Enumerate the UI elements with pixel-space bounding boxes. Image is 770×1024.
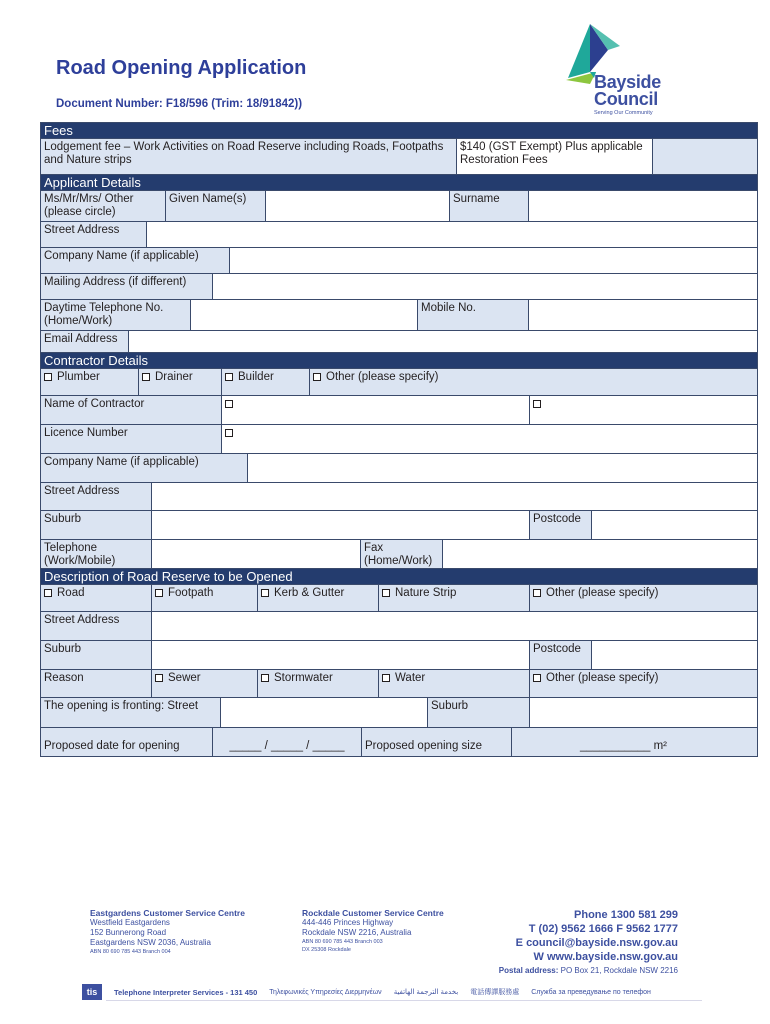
bayside-council-logo (556, 20, 676, 120)
eastgardens-line-3: Eastgardens NSW 2036, Australia (90, 938, 211, 947)
fees-spacer (653, 139, 757, 174)
contractor-name-row (41, 396, 757, 425)
applicant-email-row (41, 331, 757, 353)
given-names-field[interactable] (266, 191, 450, 221)
interpreter-services (82, 984, 682, 1000)
interpreter-icon: tis (82, 984, 102, 1000)
fax-field[interactable] (443, 540, 757, 568)
licence-row (41, 425, 757, 454)
road-suburb-field[interactable] (152, 641, 530, 669)
logo-line-1: Bayside (594, 72, 661, 92)
contractor-type-row (41, 369, 757, 396)
proposed-date-label: Proposed date for opening (41, 728, 213, 756)
checkbox-icon (261, 674, 269, 682)
postal-value: PO Box 21, Rockdale NSW 2216 (560, 966, 678, 975)
email-link[interactable]: E council@bayside.nsw.gov.au (515, 937, 678, 949)
fax-label: Fax (Home/Work) (361, 540, 443, 568)
checkbox-icon (533, 674, 541, 682)
contractor-company-label: Company Name (if applicable) (41, 454, 248, 482)
road-street-field[interactable] (152, 612, 757, 640)
fronting-row (41, 698, 757, 728)
surname-field[interactable] (529, 191, 757, 221)
checkbox-icon (155, 674, 163, 682)
checkbox-other-reason[interactable] (530, 670, 757, 697)
fronting-street-field[interactable] (221, 698, 428, 727)
checkbox-other-contractor[interactable] (310, 369, 757, 395)
road-postcode-label: Postcode (530, 641, 592, 669)
fees-amount: $140 (GST Exempt) Plus applicable Restoration Fees (457, 139, 653, 174)
proposed-size-field[interactable]: ___________ m² (512, 728, 757, 756)
title-label: Ms/Mr/Mrs/ Other (please circle) (41, 191, 166, 221)
tis-label: Telephone Interpreter Services - 131 450 (114, 987, 258, 997)
other-road-label: Other (please specify) (546, 587, 659, 599)
eastgardens-line-2: 152 Bunnerong Road (90, 928, 167, 937)
rockdale-dx: DX 25308 Rockdale (302, 947, 351, 953)
drainer-label: Drainer (155, 371, 193, 383)
applicant-company-field[interactable] (230, 248, 757, 273)
tis-chinese: 電話傳譯服務處 (470, 989, 520, 996)
contractor-street-field[interactable] (152, 483, 757, 510)
applicant-street-field[interactable] (147, 222, 757, 247)
builder-label: Builder (238, 371, 274, 383)
applicant-street-label: Street Address (41, 222, 147, 247)
checkbox-other-road[interactable] (530, 585, 757, 611)
other-reason-label: Other (please specify) (546, 672, 659, 684)
checkbox-icon (142, 373, 150, 381)
mailing-address-label: Mailing Address (if different) (41, 274, 213, 299)
eastgardens-abn: ABN 80 690 785 443 Branch 004 (90, 949, 171, 955)
checkbox-nature-strip[interactable] (379, 585, 530, 611)
tis-macedonian: Служба за преведување по телефон (531, 988, 651, 996)
nature-strip-label: Nature Strip (395, 587, 457, 599)
contractor-postcode-label: Postcode (530, 511, 592, 539)
section-road-reserve: Description of Road Reserve to be Opened (41, 569, 757, 585)
licence-field[interactable] (222, 425, 757, 453)
postal-address (499, 964, 678, 978)
eastgardens-line-1: Westfield Eastgardens (90, 918, 170, 927)
checkbox-icon (225, 429, 233, 437)
surname-label: Surname (450, 191, 529, 221)
email-label: Email Address (41, 331, 129, 352)
contractor-name-field-2[interactable] (530, 396, 757, 424)
fees-description: Lodgement fee – Work Activities on Road Reserve including Roads, Footpaths and Nature strips (41, 139, 457, 174)
logo-line-2: Council (594, 89, 658, 109)
applicant-company-label: Company Name (if applicable) (41, 248, 230, 273)
contractor-postcode-field[interactable] (592, 511, 757, 539)
web-link[interactable]: W www.bayside.nsw.gov.au (533, 951, 678, 963)
footer (86, 908, 690, 1008)
road-suburb-label: Suburb (41, 641, 152, 669)
daytime-phone-label: Daytime Telephone No. (Home/Work) (41, 300, 191, 330)
proposed-date-field[interactable]: _____ / _____ / _____ (213, 728, 362, 756)
tis-arabic: بخدمة الترجمة الهاتفية (393, 989, 459, 996)
daytime-phone-field[interactable] (191, 300, 418, 330)
logo-tagline: Serving Our Community (594, 110, 653, 116)
applicant-phone-row (41, 300, 757, 331)
road-street-label: Street Address (41, 612, 152, 640)
section-contractor: Contractor Details (41, 353, 757, 369)
contractor-phone-label: Telephone (Work/Mobile) (41, 540, 152, 568)
checkbox-icon (44, 373, 52, 381)
checkbox-drainer[interactable] (139, 369, 222, 395)
phone-number[interactable]: Phone 1300 581 299 (574, 909, 678, 921)
footpath-label: Footpath (168, 587, 214, 599)
postal-label: Postal address: (498, 966, 559, 975)
contractor-name-label: Name of Contractor (41, 396, 222, 424)
road-label: Road (57, 587, 85, 599)
mobile-field[interactable] (529, 300, 757, 330)
checkbox-icon (225, 400, 233, 408)
contractor-suburb-row (41, 511, 757, 540)
reason-row (41, 670, 757, 698)
contractor-street-row (41, 483, 757, 511)
fronting-label: The opening is fronting: Street (41, 698, 221, 727)
applicant-company-row (41, 248, 757, 274)
footer-eastgardens (90, 908, 245, 956)
checkbox-icon (313, 373, 321, 381)
checkbox-icon (155, 589, 163, 597)
checkbox-icon (533, 400, 541, 408)
checkbox-icon (44, 589, 52, 597)
logo-wordmark (594, 74, 661, 108)
email-field[interactable] (129, 331, 757, 352)
applicant-mailing-row (41, 274, 757, 300)
mailing-address-field[interactable] (213, 274, 757, 299)
checkbox-icon (261, 589, 269, 597)
checkbox-builder[interactable] (222, 369, 310, 395)
contractor-company-row (41, 454, 757, 483)
checkbox-icon (382, 589, 390, 597)
checkbox-sewer[interactable] (152, 670, 258, 697)
kerb-gutter-label: Kerb & Gutter (274, 587, 345, 599)
checkbox-water[interactable] (379, 670, 530, 697)
applicant-name-row (41, 191, 757, 222)
other-contractor-label: Other (please specify) (326, 371, 439, 383)
fees-row (41, 139, 757, 175)
footer-contact (499, 908, 678, 978)
proposed-size-label: Proposed opening size (362, 728, 512, 756)
contractor-company-field[interactable] (248, 454, 757, 482)
fronting-suburb-label: Suburb (428, 698, 530, 727)
road-suburb-row (41, 641, 757, 670)
licence-label: Licence Number (41, 425, 222, 453)
checkbox-road[interactable] (41, 585, 152, 611)
section-fees: Fees (41, 123, 757, 139)
proposed-row (41, 728, 757, 756)
tis-greek: Τηλεφωνικές Υπηρεσίες Διερμηνέων (269, 988, 382, 996)
contractor-street-label: Street Address (41, 483, 152, 510)
contractor-suburb-field[interactable] (152, 511, 530, 539)
checkbox-stormwater[interactable] (258, 670, 379, 697)
footer-divider (106, 1000, 702, 1001)
checkbox-plumber[interactable] (41, 369, 139, 395)
rockdale-line-1: 444-446 Princes Highway (302, 918, 394, 927)
application-form (40, 122, 758, 757)
rockdale-heading: Rockdale Customer Service Centre (302, 908, 444, 918)
road-postcode-field[interactable] (592, 641, 757, 669)
document-number: Document Number: F18/596 (Trim: 18/91842)) (56, 98, 303, 110)
stormwater-label: Stormwater (274, 672, 333, 684)
contractor-phone-row (41, 540, 757, 569)
checkbox-kerb-gutter[interactable] (258, 585, 379, 611)
water-label: Water (395, 672, 426, 684)
fronting-suburb-field[interactable] (530, 698, 757, 727)
road-street-row (41, 612, 757, 641)
road-type-row (41, 585, 757, 612)
checkbox-icon (382, 674, 390, 682)
checkbox-footpath[interactable] (152, 585, 258, 611)
contractor-suburb-label: Suburb (41, 511, 152, 539)
footer-rockdale (302, 908, 444, 954)
rockdale-abn: ABN 80 690 785 443 Branch 003 (302, 939, 383, 945)
contractor-name-field[interactable] (222, 396, 530, 424)
applicant-street-row (41, 222, 757, 248)
checkbox-icon (533, 589, 541, 597)
sewer-label: Sewer (168, 672, 201, 684)
reason-label: Reason (41, 670, 152, 697)
section-applicant: Applicant Details (41, 175, 757, 191)
tel-fax: T (02) 9562 1666 F 9562 1777 (528, 923, 678, 935)
plumber-label: Plumber (57, 371, 100, 383)
contractor-phone-field[interactable] (152, 540, 361, 568)
mobile-label: Mobile No. (418, 300, 529, 330)
given-names-label: Given Name(s) (166, 191, 266, 221)
checkbox-icon (225, 373, 233, 381)
rockdale-line-2: Rockdale NSW 2216, Australia (302, 928, 412, 937)
page-title: Road Opening Application (56, 57, 307, 79)
eastgardens-heading: Eastgardens Customer Service Centre (90, 908, 245, 918)
